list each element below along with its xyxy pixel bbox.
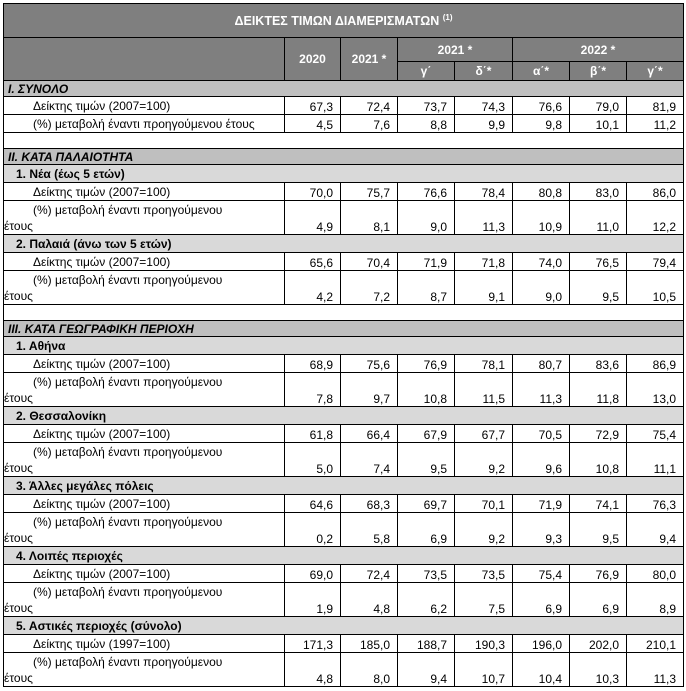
value-cell: 83,6 (570, 355, 627, 373)
value-cell: 76,3 (627, 495, 684, 513)
value-cell: 10,5 (627, 271, 684, 305)
row-label-line-2: έτους (4, 601, 33, 615)
value-cell: 4,9 (285, 201, 341, 235)
value-cell: 10,7 (455, 653, 513, 687)
row-label: (%) μεταβολή έναντι προηγούμενου έτους (4, 115, 285, 133)
value-cell: 66,4 (341, 425, 398, 443)
value-cell: 8,8 (398, 115, 455, 133)
section-header-row (4, 149, 684, 165)
spacer-cell (4, 305, 684, 321)
value-cell: 9,1 (455, 271, 513, 305)
value-cell: 12,2 (627, 201, 684, 235)
row-label-line-1: (%) μεταβολή έναντι προηγούμενου (33, 585, 223, 599)
value-cell: 80,8 (513, 183, 570, 201)
value-cell: 86,9 (627, 355, 684, 373)
value-cell: 61,8 (285, 425, 341, 443)
value-cell: 11,3 (455, 201, 513, 235)
row-label-line-1: (%) μεταβολή έναντι προηγούμενου (33, 445, 223, 459)
subsection-header-row (4, 337, 684, 355)
value-cell: 72,9 (570, 425, 627, 443)
value-cell: 70,1 (455, 495, 513, 513)
value-cell: 70,0 (285, 183, 341, 201)
value-cell: 6,9 (570, 583, 627, 617)
value-cell: 6,9 (513, 583, 570, 617)
section-title: Ι. ΣΥΝΟΛΟ (4, 81, 684, 97)
row-label (4, 271, 285, 305)
subsection-title: 3. Άλλες μεγάλες πόλεις (4, 477, 684, 495)
value-cell: 5,0 (285, 443, 341, 477)
value-cell: 10,8 (570, 443, 627, 477)
value-cell: 11,3 (513, 373, 570, 407)
section-title: ΙΙΙ. ΚΑΤΑ ΓΕΩΓΡΑΦΙΚΗ ΠΕΡΙΟΧΗ (4, 321, 684, 337)
row-label (4, 583, 285, 617)
value-cell: 75,4 (627, 425, 684, 443)
value-cell: 79,0 (570, 97, 627, 115)
value-cell: 11,3 (627, 653, 684, 687)
value-cell: 7,4 (341, 443, 398, 477)
subsection-title: 1. Νέα (έως 5 ετών) (4, 165, 684, 183)
value-cell: 9,2 (455, 513, 513, 547)
value-cell: 78,4 (455, 183, 513, 201)
value-cell: 202,0 (570, 635, 627, 653)
row-label-line-1: (%) μεταβολή έναντι προηγούμενου (33, 655, 223, 669)
row-label-line-2: έτους (4, 531, 33, 545)
section-header-row (4, 321, 684, 337)
value-cell: 70,5 (513, 425, 570, 443)
table-row (4, 271, 684, 305)
row-label: Δείκτης τιμών (2007=100) (4, 183, 285, 201)
row-label-line-2: έτους (4, 289, 33, 303)
value-cell: 10,3 (570, 653, 627, 687)
value-cell: 9,6 (513, 443, 570, 477)
row-label-line-1: (%) μεταβολή έναντι προηγούμενου (33, 203, 223, 217)
value-cell: 10,8 (398, 373, 455, 407)
row-label (4, 201, 285, 235)
value-cell: 81,9 (627, 97, 684, 115)
row-label-line-1: (%) μεταβολή έναντι προηγούμενου (33, 515, 223, 529)
value-cell: 13,0 (627, 373, 684, 407)
spacer-cell (4, 133, 684, 149)
subsection-header-row (4, 547, 684, 565)
value-cell: 11,8 (570, 373, 627, 407)
value-cell: 9,4 (627, 513, 684, 547)
value-cell: 4,8 (341, 583, 398, 617)
table-row (4, 425, 684, 443)
row-label: Δείκτης τιμών (2007=100) (4, 355, 285, 373)
value-cell: 8,0 (341, 653, 398, 687)
row-label-line-1: (%) μεταβολή έναντι προηγούμενου (33, 273, 223, 287)
value-cell: 79,4 (627, 253, 684, 271)
row-label (4, 443, 285, 477)
value-cell: 75,4 (513, 565, 570, 583)
table-row (4, 583, 684, 617)
table-row (4, 443, 684, 477)
subsection-header-row (4, 165, 684, 183)
value-cell: 9,8 (513, 115, 570, 133)
value-cell: 83,0 (570, 183, 627, 201)
value-cell: 74,1 (570, 495, 627, 513)
value-cell: 9,2 (455, 443, 513, 477)
value-cell: 1,9 (285, 583, 341, 617)
apartment-price-index-table (3, 3, 684, 687)
value-cell: 11,1 (627, 443, 684, 477)
subsection-header-row (4, 235, 684, 253)
value-cell: 73,5 (398, 565, 455, 583)
header-quarter: γ΄ (398, 62, 455, 81)
table-title-note: (1) (442, 12, 453, 22)
value-cell: 9,3 (513, 513, 570, 547)
value-cell: 68,9 (285, 355, 341, 373)
value-cell: 7,5 (455, 583, 513, 617)
value-cell: 188,7 (398, 635, 455, 653)
subsection-title: 4. Λοιπές περιοχές (4, 547, 684, 565)
row-label: Δείκτης τιμών (2007=100) (4, 253, 285, 271)
value-cell: 76,6 (513, 97, 570, 115)
value-cell: 8,7 (398, 271, 455, 305)
subsection-header-row (4, 617, 684, 635)
value-cell: 71,8 (455, 253, 513, 271)
value-cell: 76,9 (570, 565, 627, 583)
value-cell: 4,8 (285, 653, 341, 687)
value-cell: 210,1 (627, 635, 684, 653)
section-header-row (4, 81, 684, 97)
value-cell: 190,3 (455, 635, 513, 653)
value-cell: 76,6 (398, 183, 455, 201)
header-group-2021: 2021 * (398, 38, 513, 62)
spacer-row (4, 133, 684, 149)
table-row (4, 495, 684, 513)
subsection-title: 5. Αστικές περιοχές (σύνολο) (4, 617, 684, 635)
value-cell: 9,5 (570, 271, 627, 305)
header-quarter: β΄* (570, 62, 627, 81)
value-cell: 67,9 (398, 425, 455, 443)
value-cell: 9,0 (398, 201, 455, 235)
value-cell: 78,1 (455, 355, 513, 373)
value-cell: 75,6 (341, 355, 398, 373)
header-blank (4, 38, 285, 81)
value-cell: 69,7 (398, 495, 455, 513)
value-cell: 71,9 (513, 495, 570, 513)
value-cell: 9,9 (455, 115, 513, 133)
value-cell: 70,4 (341, 253, 398, 271)
table-title-row (4, 4, 684, 38)
value-cell: 185,0 (341, 635, 398, 653)
row-label: Δείκτης τιμών (2007=100) (4, 565, 285, 583)
value-cell: 80,0 (627, 565, 684, 583)
row-label-line-2: έτους (4, 671, 33, 685)
value-cell: 7,2 (341, 271, 398, 305)
value-cell: 7,8 (285, 373, 341, 407)
header-2021: 2021 * (341, 38, 398, 81)
value-cell: 76,9 (398, 355, 455, 373)
value-cell: 76,5 (570, 253, 627, 271)
table-row (4, 97, 684, 115)
table-row (4, 115, 684, 133)
section-title: ΙΙ. ΚΑΤΑ ΠΑΛΑΙΟΤΗΤΑ (4, 149, 684, 165)
value-cell: 74,0 (513, 253, 570, 271)
value-cell: 72,4 (341, 97, 398, 115)
spacer-row (4, 305, 684, 321)
value-cell: 11,0 (570, 201, 627, 235)
row-label (4, 653, 285, 687)
value-cell: 8,1 (341, 201, 398, 235)
value-cell: 196,0 (513, 635, 570, 653)
value-cell: 171,3 (285, 635, 341, 653)
value-cell: 64,6 (285, 495, 341, 513)
value-cell: 7,6 (341, 115, 398, 133)
value-cell: 4,5 (285, 115, 341, 133)
table-title-text: ΔΕΙΚΤΕΣ ΤΙΜΩΝ ΔΙΑΜΕΡΙΣΜΑΤΩΝ (234, 14, 440, 29)
header-quarter: α΄* (513, 62, 570, 81)
row-label-line-2: έτους (4, 461, 33, 475)
value-cell: 9,4 (398, 653, 455, 687)
value-cell: 80,7 (513, 355, 570, 373)
value-cell: 10,1 (570, 115, 627, 133)
value-cell: 9,5 (398, 443, 455, 477)
value-cell: 4,2 (285, 271, 341, 305)
row-label: Δείκτης τιμών (2007=100) (4, 495, 285, 513)
value-cell: 86,0 (627, 183, 684, 201)
table-row (4, 635, 684, 653)
table-title (4, 4, 684, 38)
value-cell: 8,9 (627, 583, 684, 617)
value-cell: 68,3 (341, 495, 398, 513)
header-quarter: δ΄* (455, 62, 513, 81)
value-cell: 5,8 (341, 513, 398, 547)
value-cell: 0,2 (285, 513, 341, 547)
value-cell: 11,2 (627, 115, 684, 133)
value-cell: 67,3 (285, 97, 341, 115)
value-cell: 67,7 (455, 425, 513, 443)
header-quarter: γ΄* (627, 62, 684, 81)
table-row (4, 565, 684, 583)
header-row-1 (4, 38, 684, 62)
table-row (4, 183, 684, 201)
value-cell: 69,0 (285, 565, 341, 583)
value-cell: 73,5 (455, 565, 513, 583)
subsection-title: 1. Αθήνα (4, 337, 684, 355)
value-cell: 9,7 (341, 373, 398, 407)
table-row (4, 653, 684, 687)
value-cell: 72,4 (341, 565, 398, 583)
value-cell: 73,7 (398, 97, 455, 115)
subsection-title: 2. Παλαιά (άνω των 5 ετών) (4, 235, 684, 253)
table-row (4, 513, 684, 547)
value-cell: 74,3 (455, 97, 513, 115)
subsection-title: 2. Θεσσαλονίκη (4, 407, 684, 425)
row-label: Δείκτης τιμών (2007=100) (4, 425, 285, 443)
table-row (4, 373, 684, 407)
value-cell: 10,4 (513, 653, 570, 687)
table-row (4, 201, 684, 235)
table-row (4, 355, 684, 373)
value-cell: 71,9 (398, 253, 455, 271)
subsection-header-row (4, 407, 684, 425)
value-cell: 6,2 (398, 583, 455, 617)
value-cell: 9,5 (570, 513, 627, 547)
value-cell: 10,9 (513, 201, 570, 235)
row-label-line-1: (%) μεταβολή έναντι προηγούμενου (33, 375, 223, 389)
row-label-line-2: έτους (4, 219, 33, 233)
row-label (4, 373, 285, 407)
header-2020: 2020 (285, 38, 341, 81)
table-row (4, 253, 684, 271)
value-cell: 75,7 (341, 183, 398, 201)
row-label-line-2: έτους (4, 391, 33, 405)
value-cell: 6,9 (398, 513, 455, 547)
row-label (4, 513, 285, 547)
row-label: Δείκτης τιμών (1997=100) (4, 635, 285, 653)
value-cell: 65,6 (285, 253, 341, 271)
row-label: Δείκτης τιμών (2007=100) (4, 97, 285, 115)
header-group-2022: 2022 * (513, 38, 684, 62)
subsection-header-row (4, 477, 684, 495)
value-cell: 11,5 (455, 373, 513, 407)
value-cell: 9,0 (513, 271, 570, 305)
